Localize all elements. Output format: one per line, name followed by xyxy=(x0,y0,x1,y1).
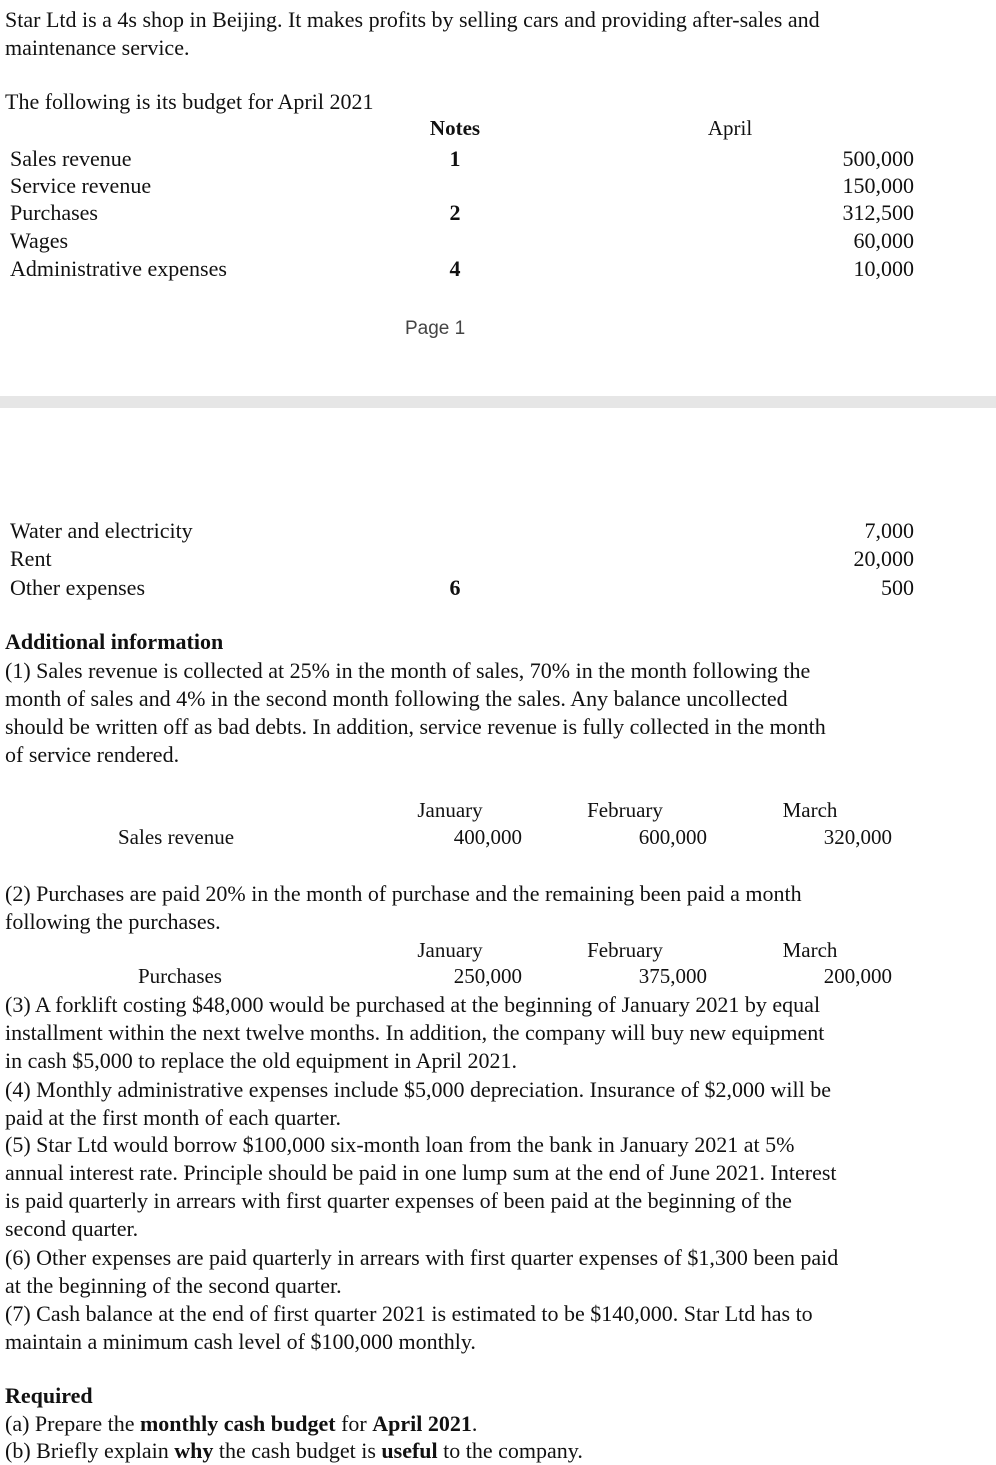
info-line: (1) Sales revenue is collected at 25% in the month of sales, 70% in the month following the xyxy=(5,658,811,683)
budget-row-value: 150,000 xyxy=(842,173,914,198)
info-6 xyxy=(5,1244,935,1300)
req-text: . xyxy=(471,1411,478,1436)
purchases-label: Purchases xyxy=(138,964,222,988)
month-header: January xyxy=(417,938,483,962)
req-emphasis: monthly cash budget xyxy=(139,1411,336,1436)
budget-row-note: 2 xyxy=(449,200,461,225)
info-line: should be written off as bad debts. In addition, service revenue is fully collected in the month xyxy=(5,714,826,739)
req-emphasis: why xyxy=(174,1438,214,1463)
notes-header: Notes xyxy=(429,116,481,140)
intro-line: maintenance service. xyxy=(5,35,190,60)
sales-value: 400,000 xyxy=(453,825,522,849)
info-2 xyxy=(5,880,935,936)
info-line: annual interest rate. Principle should be paid in one lump sum at the end of June 2021. Interest xyxy=(5,1160,837,1185)
info-7 xyxy=(5,1300,935,1356)
sales-revenue-label: Sales revenue xyxy=(118,825,235,849)
budget-row-value: 20,000 xyxy=(853,546,914,571)
info-line: (2) Purchases are paid 20% in the month of purchase and the remaining been paid a month xyxy=(5,881,802,906)
req-emphasis: April 2021 xyxy=(372,1411,472,1436)
purchase-value: 200,000 xyxy=(823,964,892,988)
budget-row-label: Wages xyxy=(10,228,69,253)
budget-row-note: 6 xyxy=(449,575,461,600)
budget-row-value: 500,000 xyxy=(842,146,914,171)
budget-row-label: Rent xyxy=(10,546,52,571)
info-5 xyxy=(5,1131,935,1243)
budget-intro: The following is its budget for April 2021 xyxy=(5,89,374,114)
info-line: following the purchases. xyxy=(5,909,221,934)
purchase-value: 250,000 xyxy=(453,964,522,988)
req-text: the cash budget is xyxy=(213,1438,382,1463)
req-emphasis: useful xyxy=(381,1438,438,1463)
sales-value: 320,000 xyxy=(823,825,892,849)
info-line: (6) Other expenses are paid quarterly in arrears with first quarter expenses of $1,300 been paid xyxy=(5,1245,839,1270)
budget-row-value: 10,000 xyxy=(853,256,914,281)
budget-row-note: 1 xyxy=(449,146,461,171)
required-heading: Required xyxy=(5,1383,93,1408)
additional-heading: Additional information xyxy=(5,629,224,654)
intro-paragraph xyxy=(5,6,935,62)
info-line: second quarter. xyxy=(5,1216,139,1241)
budget-row-note: 4 xyxy=(449,256,461,281)
info-1 xyxy=(5,657,935,769)
info-line: at the beginning of the second quarter. xyxy=(5,1273,342,1298)
info-line: installment within the next twelve months. In addition, the company will buy new equipment xyxy=(5,1020,825,1045)
month-header: February xyxy=(587,938,663,962)
page-break-divider xyxy=(0,396,996,408)
info-line: (7) Cash balance at the end of first quarter 2021 is estimated to be $140,000. Star Ltd has to xyxy=(5,1301,813,1326)
purchase-value: 375,000 xyxy=(638,964,707,988)
info-line: (5) Star Ltd would borrow $100,000 six-month loan from the bank in January 2021 at 5% xyxy=(5,1132,795,1157)
budget-row-value: 7,000 xyxy=(864,518,914,543)
april-header: April xyxy=(707,116,753,140)
month-header: March xyxy=(782,798,838,822)
info-3 xyxy=(5,991,935,1075)
month-header: March xyxy=(782,938,838,962)
info-line: of service rendered. xyxy=(5,742,180,767)
budget-row-value: 500 xyxy=(881,575,914,600)
budget-row-label: Purchases xyxy=(10,200,98,225)
budget-row-label: Sales revenue xyxy=(10,146,132,171)
sales-value: 600,000 xyxy=(638,825,707,849)
requirement-a xyxy=(5,1410,477,1438)
req-text: to the company. xyxy=(437,1438,583,1463)
info-line: (4) Monthly administrative expenses include $5,000 depreciation. Insurance of $2,000 will be xyxy=(5,1077,832,1102)
info-line: maintain a minimum cash level of $100,000 monthly. xyxy=(5,1329,476,1354)
info-4 xyxy=(5,1076,935,1132)
budget-row-label: Water and electricity xyxy=(10,518,193,543)
req-text: (a) Prepare the xyxy=(5,1411,140,1436)
req-text: (b) Briefly explain xyxy=(5,1438,175,1463)
requirement-b xyxy=(5,1437,583,1465)
info-line: month of sales and 4% in the second month following the sales. Any balance uncollected xyxy=(5,686,788,711)
info-line: paid at the first month of each quarter. xyxy=(5,1105,341,1130)
info-line: is paid quarterly in arrears with first quarter expenses of been paid at the beginning of the xyxy=(5,1188,792,1213)
month-header: January xyxy=(417,798,483,822)
info-line: in cash $5,000 to replace the old equipment in April 2021. xyxy=(5,1048,518,1073)
month-header: February xyxy=(587,798,663,822)
budget-row-label: Administrative expenses xyxy=(10,256,227,281)
budget-row-label: Other expenses xyxy=(10,575,146,600)
page-number: Page 1 xyxy=(405,318,466,339)
intro-line: Star Ltd is a 4s shop in Beijing. It makes profits by selling cars and providing after-sales and xyxy=(5,7,820,32)
req-text: for xyxy=(335,1411,373,1436)
info-line: (3) A forklift costing $48,000 would be purchased at the beginning of January 2021 by equal xyxy=(5,992,821,1017)
budget-row-value: 60,000 xyxy=(853,228,914,253)
budget-row-label: Service revenue xyxy=(10,173,152,198)
budget-row-value: 312,500 xyxy=(842,200,914,225)
